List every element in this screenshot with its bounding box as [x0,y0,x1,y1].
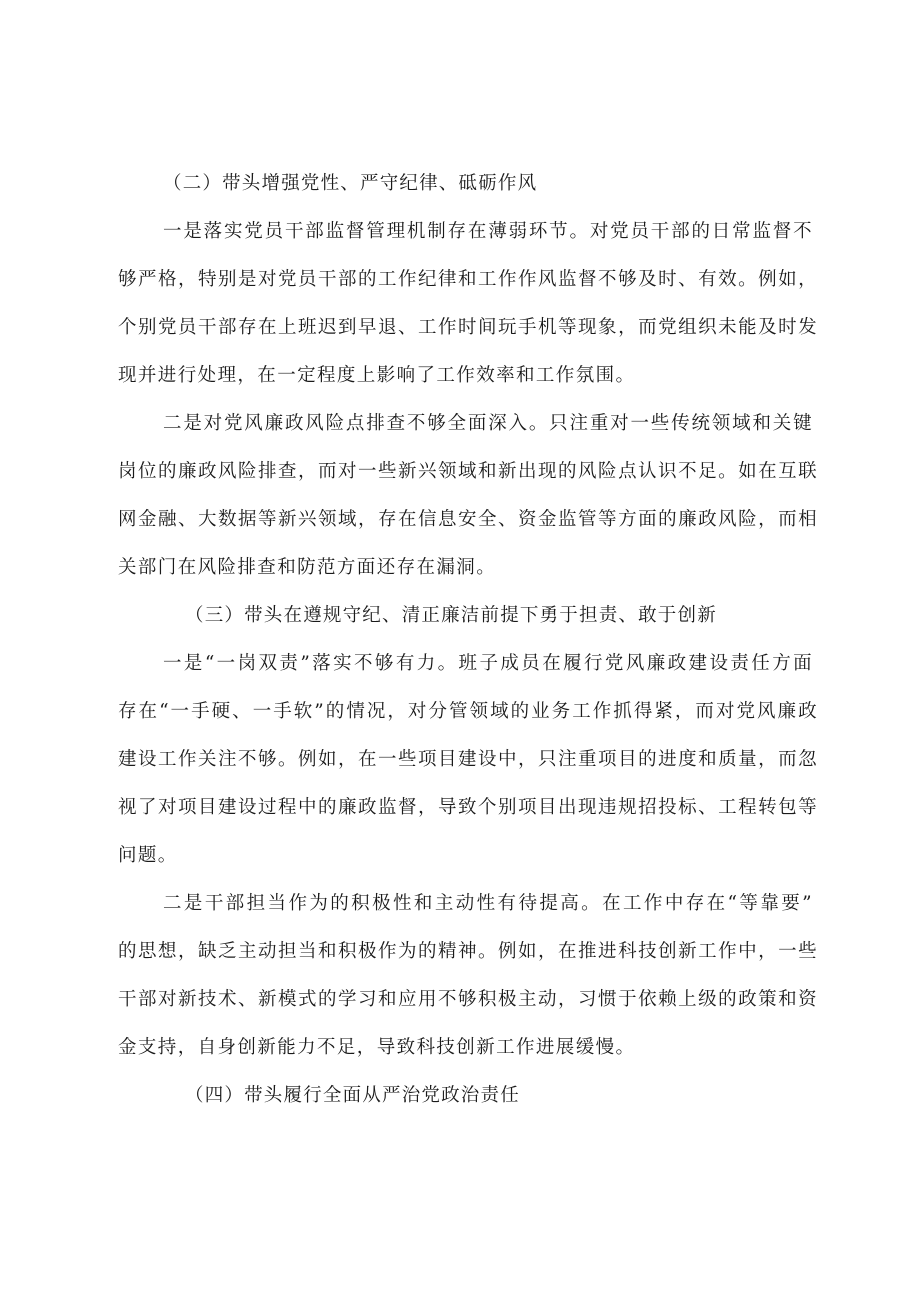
paragraph-line: 关部门在风险排查和防范方面还存在漏洞。 [118,557,497,578]
paragraph-line: 建设工作关注不够。例如，在一些项目建设中，只注重项目的进度和质量，而忽 [118,749,818,770]
section-heading-4: （四）带头履行全面从严治党政治责任 [185,1085,520,1106]
paragraph-line: 网金融、大数据等新兴领域，存在信息安全、资金监管等方面的廉政风险，而相 [118,509,818,530]
paragraph-line: 存在“一手硬、一手软”的情况，对分管领域的业务工作抓得紧，而对党风廉政 [118,701,818,722]
section-heading-3: （三）带头在遵规守纪、清正廉洁前提下勇于担责、敢于创新 [185,605,717,626]
paragraph-line: 岗位的廉政风险排查，而对一些新兴领域和新出现的风险点认识不足。如在互联 [118,461,818,482]
paragraph-line: 视了对项目建设过程中的廉政监督，导致个别项目出现违规招投标、工程转包等 [118,797,818,818]
paragraph-line: 一是落实党员干部监督管理机制存在薄弱环节。对党员干部的日常监督不 [163,221,813,242]
paragraph-line: 二是对党风廉政风险点排查不够全面深入。只注重对一些传统领域和关键 [163,413,813,434]
paragraph-line: 够严格，特别是对党员干部的工作纪律和工作作风监督不够及时、有效。例如， [118,269,818,290]
paragraph-line: 的思想，缺乏主动担当和积极作为的精神。例如，在推进科技创新工作中，一些 [118,941,818,962]
paragraph-line: 二是干部担当作为的积极性和主动性有待提高。在工作中存在“等靠要” [163,893,813,914]
paragraph-line: 问题。 [118,845,178,866]
paragraph-line: 个别党员干部存在上班迟到早退、工作时间玩手机等现象，而党组织未能及时发 [118,317,818,338]
section-heading-2: （二）带头增强党性、严守纪律、砥砺作风 [163,173,538,194]
paragraph-line: 现并进行处理，在一定程度上影响了工作效率和工作氛围。 [118,365,636,386]
paragraph-line: 干部对新技术、新模式的学习和应用不够积极主动，习惯于依赖上级的政策和资 [118,989,818,1010]
paragraph-line: 一是“一岗双责”落实不够有力。班子成员在履行党风廉政建设责任方面 [163,653,813,674]
paragraph-line: 金支持，自身创新能力不足，导致科技创新工作进展缓慢。 [118,1037,636,1058]
